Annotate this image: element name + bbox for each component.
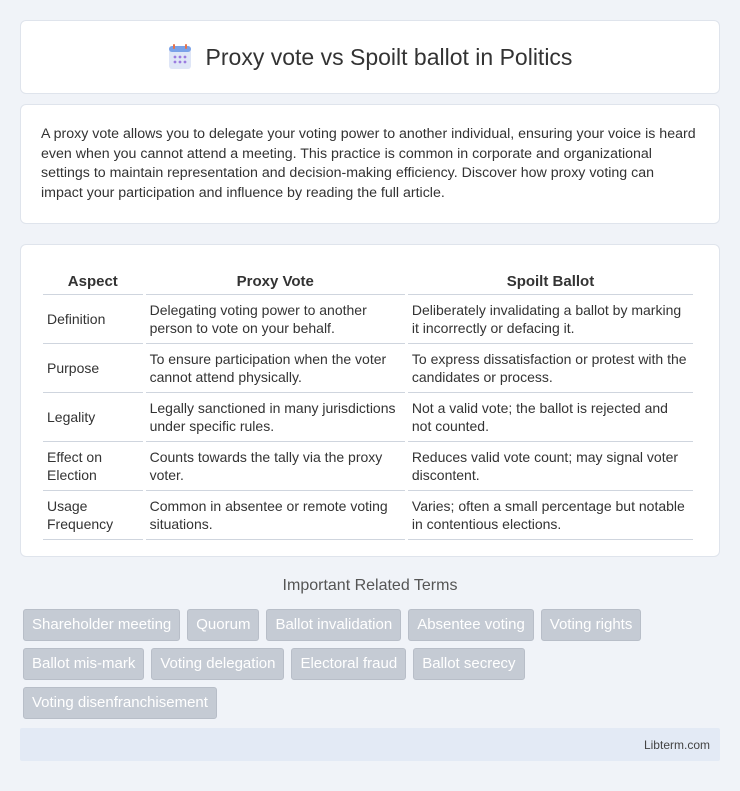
row-proxy-vote: Common in absentee or remote voting situations. bbox=[146, 491, 405, 540]
tag-electoral-fraud[interactable]: Electoral fraud bbox=[291, 648, 406, 680]
header-card bbox=[20, 20, 720, 94]
row-proxy-vote: To ensure participation when the voter cannot attend physically. bbox=[146, 344, 405, 393]
comparison-table bbox=[40, 265, 696, 540]
tag-shareholder-meeting[interactable]: Shareholder meeting bbox=[23, 609, 180, 641]
tag-ballot-mis-mark[interactable]: Ballot mis-mark bbox=[23, 648, 144, 680]
header-spoilt-ballot: Spoilt Ballot bbox=[408, 265, 693, 295]
page-title: Proxy vote vs Spoilt ballot in Politics bbox=[205, 43, 573, 70]
intro-card bbox=[20, 104, 720, 224]
header-proxy-vote: Proxy Vote bbox=[146, 265, 405, 295]
tag-ballot-secrecy[interactable]: Ballot secrecy bbox=[413, 648, 524, 680]
row-proxy-vote: Legally sanctioned in many jurisdictions under specific rules. bbox=[146, 393, 405, 442]
tag-voting-rights[interactable]: Voting rights bbox=[541, 609, 642, 641]
row-proxy-vote: Delegating voting power to another person to vote on your behalf. bbox=[146, 295, 405, 344]
row-aspect: Effect on Election bbox=[43, 442, 143, 491]
tag-voting-disenfranchisement[interactable]: Voting disenfranchisement bbox=[23, 687, 217, 719]
tag-absentee-voting[interactable]: Absentee voting bbox=[408, 609, 534, 641]
document-icon bbox=[168, 44, 192, 70]
row-spoilt-ballot: Reduces valid vote count; may signal voter discontent. bbox=[408, 442, 693, 491]
header-aspect: Aspect bbox=[43, 265, 143, 295]
table-row bbox=[43, 393, 693, 442]
comparison-card bbox=[20, 244, 720, 557]
footer-link[interactable]: Libterm.com bbox=[643, 737, 710, 752]
title-wrap bbox=[168, 44, 573, 71]
table-row bbox=[43, 491, 693, 540]
related-tags bbox=[23, 609, 723, 719]
footer bbox=[20, 728, 720, 761]
table-row bbox=[43, 344, 693, 393]
table-row bbox=[43, 442, 693, 491]
row-aspect: Usage Frequency bbox=[43, 491, 143, 540]
related-terms-title: Important Related Terms bbox=[282, 577, 458, 594]
table-row bbox=[43, 295, 693, 344]
row-spoilt-ballot: Deliberately invalidating a ballot by marking it incorrectly or defacing it. bbox=[408, 295, 693, 344]
tag-voting-delegation[interactable]: Voting delegation bbox=[151, 648, 284, 680]
table-header-row bbox=[43, 265, 693, 295]
row-aspect: Legality bbox=[43, 393, 143, 442]
row-spoilt-ballot: To express dissatisfaction or protest with the candidates or process. bbox=[408, 344, 693, 393]
tag-quorum[interactable]: Quorum bbox=[187, 609, 259, 641]
row-proxy-vote: Counts towards the tally via the proxy voter. bbox=[146, 442, 405, 491]
row-aspect: Definition bbox=[43, 295, 143, 344]
row-spoilt-ballot: Not a valid vote; the ballot is rejected and not counted. bbox=[408, 393, 693, 442]
tag-ballot-invalidation[interactable]: Ballot invalidation bbox=[266, 609, 401, 641]
row-spoilt-ballot: Varies; often a small percentage but notable in contentious elections. bbox=[408, 491, 693, 540]
intro-text: A proxy vote allows you to delegate your voting power to another individual, ensuring your voice is heard even when you cannot attend a meeting. This practice is common in corporate and organizational settings to maintain representation and decision-making efficiency. Discover how proxy voting can impact your participation and influence by reading the full article. bbox=[41, 126, 696, 201]
row-aspect: Purpose bbox=[43, 344, 143, 393]
